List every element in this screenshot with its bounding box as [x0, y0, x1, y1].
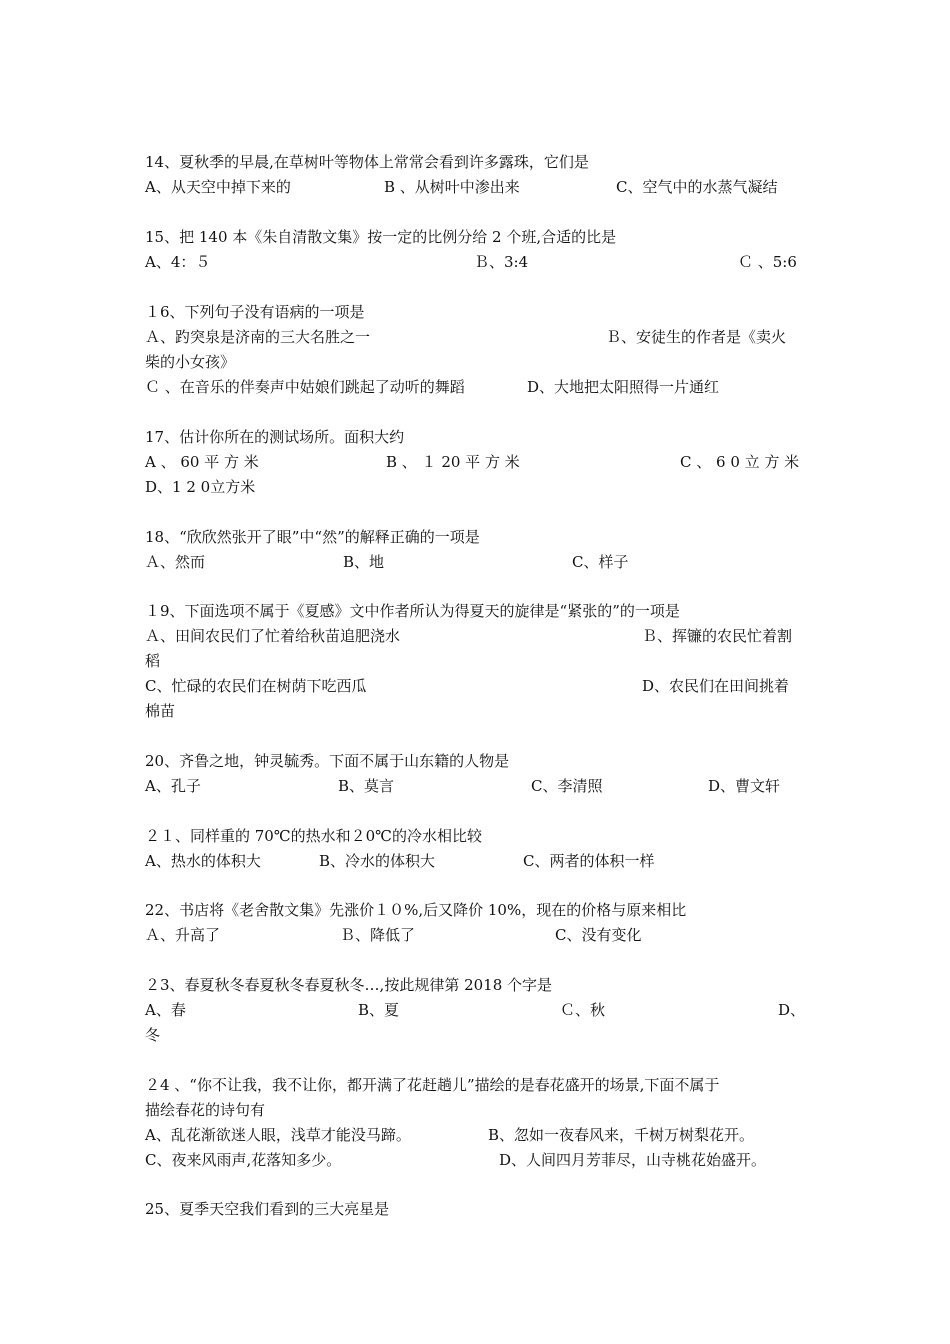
question-15-option-b: Ｂ、3:4: [474, 253, 529, 271]
question-17-option-a: A 、 60 平 方 米: [145, 453, 259, 471]
question-23-stem: ２3、春夏秋冬春夏秋冬春夏秋冬…,按此规律第 2018 个字是: [145, 976, 553, 994]
question-19-option-b-cont: 稻: [145, 652, 161, 670]
question-19-option-c: C、忙碌的农民们在树荫下吃西瓜: [145, 677, 367, 695]
question-19-option-d: D、农民们在田间挑着: [642, 677, 790, 695]
question-23-option-d: D、: [778, 1001, 806, 1019]
question-20-option-c: C、李清照: [531, 777, 603, 795]
question-19-option-a: Ａ、田间农民们了忙着给秋苗追肥浇水: [145, 627, 401, 645]
question-18-stem: 18、“欣欣然张开了眼”中“然”的解释正确的一项是: [145, 528, 480, 546]
question-21-option-c: C、两者的体积一样: [523, 852, 655, 870]
question-20-option-b: B、莫言: [338, 777, 395, 795]
question-16-option-a: Ａ、趵突泉是济南的三大名胜之一: [145, 328, 371, 346]
question-24-option-a: A、乱花渐欲迷人眼，浅草才能没马蹄。: [145, 1126, 411, 1144]
question-21-stem: ２１、同样重的 70℃的热水和２0℃的冷水相比较: [145, 827, 482, 845]
question-23-option-d-cont: 冬: [145, 1026, 161, 1044]
question-17-option-b: B 、 １ 20 平 方 米: [386, 453, 520, 471]
question-22-option-a: Ａ、升高了: [145, 926, 221, 944]
question-24-option-c: C、夜来风雨声,花落知多少。: [145, 1151, 342, 1169]
question-17-option-d: D、1 2 0立方米: [145, 478, 256, 496]
question-20-option-a: A、孔子: [145, 777, 201, 795]
question-19-option-d-cont: 棉苗: [145, 702, 176, 720]
question-20-stem: 20、齐鲁之地，钟灵毓秀。下面不属于山东籍的人物是: [145, 752, 510, 770]
question-14-option-a: A、从天空中掉下来的: [145, 178, 291, 196]
question-14-option-c: C、空气中的水蒸气凝结: [616, 178, 778, 196]
question-18-option-b: B、地: [343, 553, 385, 571]
question-24-option-b: B、忽如一夜春风来，千树万树梨花开。: [488, 1126, 755, 1144]
question-14-option-b: B 、从树叶中渗出来: [384, 178, 520, 196]
question-15-option-a: A、4：５: [145, 253, 211, 271]
question-23-option-a: A、春: [145, 1001, 186, 1019]
question-16-option-b-cont: 柴的小女孩》: [145, 353, 236, 371]
question-17-option-c: C 、 6 0 立 方 米: [680, 453, 800, 471]
question-23-option-b: B、夏: [358, 1001, 400, 1019]
question-22-option-c: C、没有变化: [555, 926, 642, 944]
question-24-option-d: D、人间四月芳菲尽，山寺桃花始盛开。: [499, 1151, 767, 1169]
question-15-option-c: Ｃ 、5:6: [738, 253, 797, 271]
question-17-stem: 17、估计你所在的测试场所。面积大约: [145, 428, 405, 446]
question-18-option-c: C、样子: [572, 553, 629, 571]
question-14-stem: 14、夏秋季的早晨,在草树叶等物体上常常会看到许多露珠，它们是: [145, 153, 589, 171]
question-25-stem: 25、夏季天空我们看到的三大亮星是: [145, 1200, 390, 1218]
question-19-option-b: Ｂ、挥镰的农民忙着割: [642, 627, 793, 645]
question-22-stem: 22、书店将《老舍散文集》先涨价１０%,后又降价 10%，现在的价格与原来相比: [145, 901, 687, 919]
question-16-stem: １6、下列句子没有语病的一项是: [145, 303, 365, 321]
question-16-option-c: Ｃ 、在音乐的伴奏声中姑娘们跳起了动听的舞蹈: [145, 378, 465, 396]
question-15-stem: 15、把 140 本《朱自清散文集》按一定的比例分给 2 个班,合适的比是: [145, 228, 617, 246]
question-24-stem: ２4 、“你不让我，我不让你，都开满了花赶趟儿”描绘的是春花盛开的场景,下面不属于: [145, 1076, 720, 1094]
question-18-option-a: Ａ、然而: [145, 553, 206, 571]
question-22-option-b: Ｂ、降低了: [340, 926, 416, 944]
question-19-stem: １9、下面选项不属于《夏感》文中作者所认为得夏天的旋律是“紧张的”的一项是: [145, 602, 680, 620]
question-16-option-d: D、大地把太阳照得一片通红: [527, 378, 720, 396]
question-20-option-d: D、曹文轩: [708, 777, 781, 795]
question-23-option-c: Ｃ、秋: [560, 1001, 606, 1019]
question-24-stem-cont: 描绘春花的诗句有: [145, 1101, 266, 1119]
question-21-option-b: B、冷水的体积大: [319, 852, 436, 870]
question-16-option-b: Ｂ、安徒生的作者是《卖火: [606, 328, 787, 346]
question-21-option-a: A、热水的体积大: [145, 852, 261, 870]
